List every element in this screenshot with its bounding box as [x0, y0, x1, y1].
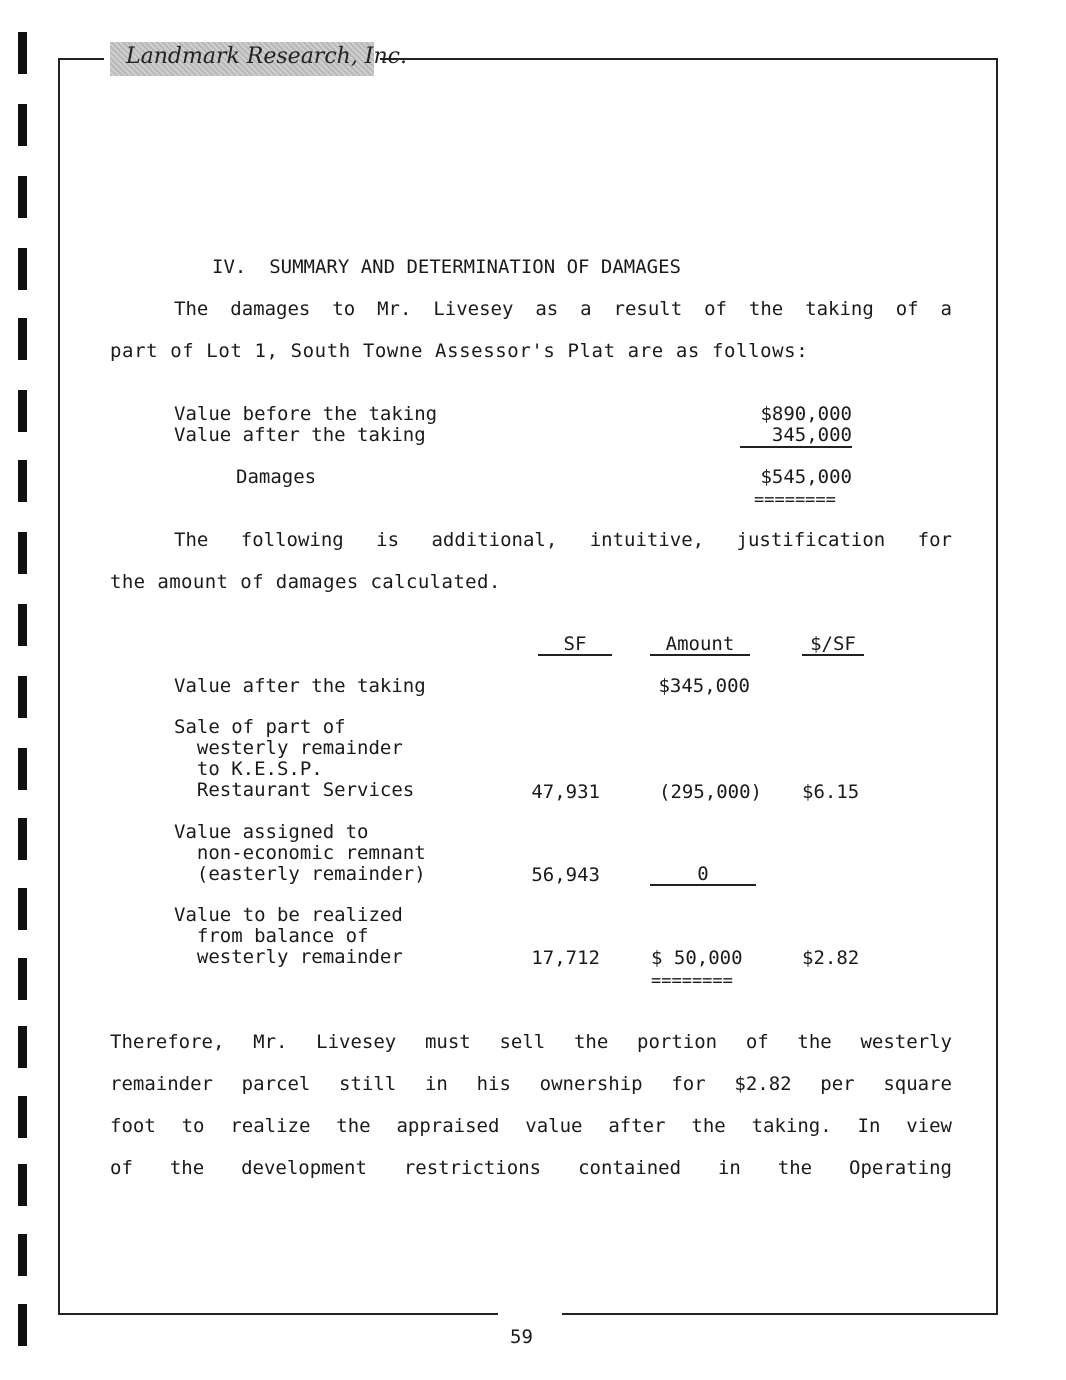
intro-line-1: The damages to Mr. Livesey as a result of the taking of a [174, 298, 952, 320]
row-3-sf: 17,712 [531, 947, 600, 969]
row-2-sf: 56,943 [531, 864, 600, 886]
intro-line-2: part of Lot 1, South Towne Assessor's Plat are as follows: [110, 340, 809, 362]
header-sf: SF [538, 634, 612, 656]
row-1-amount: (295,000) [659, 781, 762, 803]
row-3-per-sf: $2.82 [802, 947, 860, 969]
company-logo [110, 42, 407, 76]
value-after-amount: 345,000 [740, 424, 852, 448]
row-0-amount: $345,000 [658, 675, 750, 697]
row-2-amount: 0 [650, 864, 756, 886]
row-1-label: Sale of part of westerly remainder to K.E.S.P. Restaurant Services [174, 716, 415, 801]
header-amount: Amount [650, 634, 750, 656]
row-3-amount: $ 50,000 [651, 947, 743, 969]
value-after-label: Value after the taking [174, 424, 426, 446]
header-per-sf: $/SF [802, 634, 864, 656]
conclusion-line-3: foot to realize the appraised value after the taking. In view [110, 1115, 952, 1137]
row-3-label: Value to be realized from balance of westerly remainder [174, 904, 403, 968]
row-2-label: Value assigned to non-economic remnant (easterly remainder) [174, 821, 426, 885]
row-0-label: Value after the taking [174, 675, 426, 697]
row-1-sf: 47,931 [531, 781, 600, 803]
row-1-per-sf: $6.15 [802, 781, 860, 803]
conclusion-line-1: Therefore, Mr. Livesey must sell the portion of the westerly [110, 1031, 952, 1053]
section-heading: IV. SUMMARY AND DETERMINATION OF DAMAGES [212, 256, 681, 278]
conclusion-line-4: of the development restrictions contained in the Operating [110, 1157, 952, 1179]
damages-amount: $545,000 [760, 466, 852, 488]
conclusion-line-2: remainder parcel still in his ownership for $2.82 per square [110, 1073, 952, 1095]
page-number: 59 [510, 1326, 533, 1348]
justification-line-2: the amount of damages calculated. [110, 571, 501, 593]
damages-double-rule: ======== [754, 490, 836, 510]
justification-line-1: The following is additional, intuitive, justification for [174, 529, 952, 551]
damages-label: Damages [236, 466, 317, 488]
value-before-amount: $890,000 [760, 403, 852, 425]
value-before-label: Value before the taking [174, 403, 438, 425]
logo-text: Landmark Research, Inc. [126, 44, 407, 69]
table-double-rule: ======== [651, 971, 733, 991]
